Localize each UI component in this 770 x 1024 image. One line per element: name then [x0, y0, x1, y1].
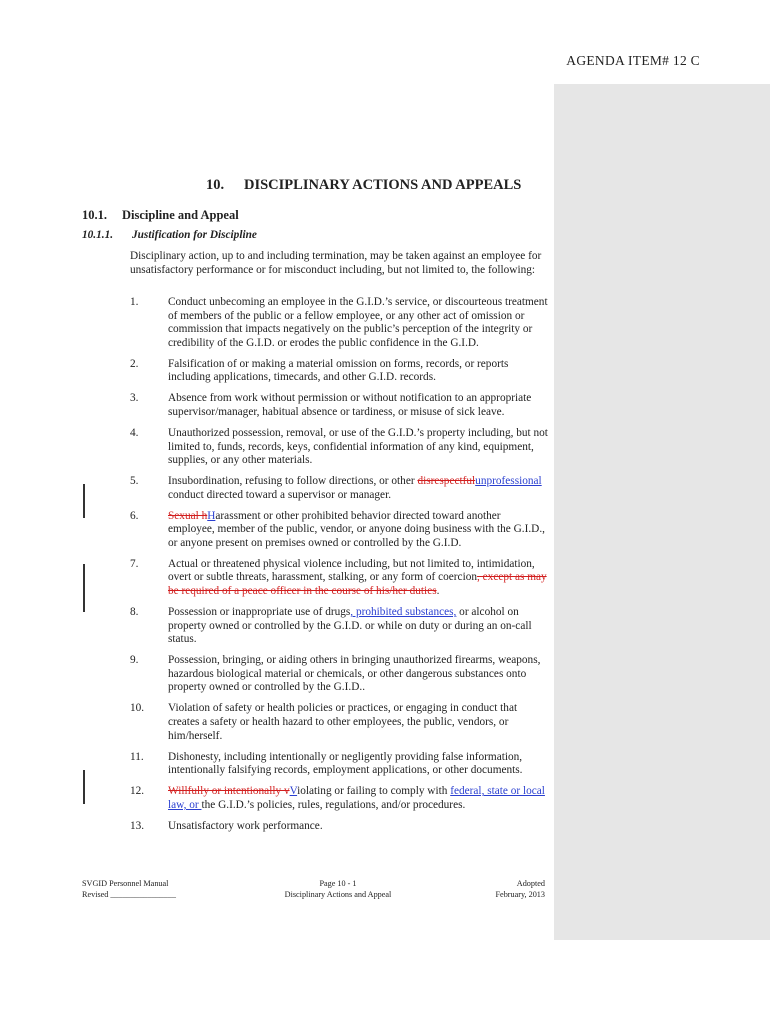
- section-number: 10.1.: [82, 208, 107, 222]
- agenda-item-label: AGENDA ITEM# 12 C: [566, 53, 700, 68]
- comment-pane: [554, 84, 770, 940]
- text-segment: Possession or inappropriate use of drugs: [168, 606, 351, 619]
- chapter-number: 10.: [206, 177, 225, 193]
- list-item-text: [168, 702, 550, 743]
- list-item: [130, 427, 550, 468]
- list-item-text: [168, 475, 550, 502]
- list-item: [130, 558, 550, 599]
- text-segment: Unauthorized possession, removal, or use of the G.I.D.’s property including, but not limited to, funds, records, keys, confidential information of any kind, equipment, supplies, or any other materials.: [168, 426, 548, 467]
- inserted-text: V: [289, 785, 298, 798]
- list-item-number: 9.: [130, 654, 139, 667]
- list-item-text: [168, 296, 550, 350]
- list-item: [130, 820, 550, 834]
- subsection-title: Justification for Discipline: [132, 229, 257, 241]
- deleted-text: , except as may be required of a peace officer in the course of his/her duties: [168, 571, 547, 598]
- list-item-text: [168, 606, 550, 647]
- footer-center: [238, 879, 438, 900]
- list-item-number: 8.: [130, 606, 139, 619]
- list-item-text: [168, 510, 550, 551]
- text-segment: Insubordination, refusing to follow directions, or other: [168, 475, 418, 488]
- chapter-heading: [206, 177, 521, 194]
- list-item: [130, 785, 550, 812]
- footer-left: [82, 879, 176, 900]
- list-item-number: 10.: [130, 702, 145, 715]
- inserted-text: federal, state or local law, or: [168, 785, 545, 811]
- list-item: [130, 392, 550, 419]
- list-item: [130, 358, 550, 385]
- list-item-text: [168, 358, 550, 385]
- misconduct-list: [130, 296, 550, 841]
- list-item-number: 4.: [130, 426, 139, 439]
- list-item-number: 11.: [130, 750, 144, 763]
- list-item: [130, 296, 550, 350]
- list-item: [130, 702, 550, 743]
- list-item-text: [168, 558, 550, 599]
- text-segment: Conduct unbecoming an employee in the G.I.D.’s service, or discourteous treatment of members of the public or a fellow employee, or any other act of omission or commission that impacts negatively on the public’s perception of the integrity or credibility of the G.I.D. or erodes the public confidence in the G.I.D.: [168, 296, 548, 349]
- list-item-number: 1.: [130, 296, 139, 308]
- list-item-text: [168, 820, 550, 834]
- footer-revised: Revised ________________: [82, 889, 176, 899]
- text-segment: the G.I.D.’s policies, rules, regulations, and/or procedures.: [201, 798, 466, 811]
- text-segment: Dishonesty, including intentionally or negligently providing false information, intentionally falsifying records, employment applications, or other documents.: [168, 750, 523, 777]
- list-item: [130, 654, 550, 695]
- footer-page-number: Page 10 - 1: [319, 879, 357, 888]
- subsection-number: 10.1.1.: [82, 229, 114, 241]
- text-segment: or alcohol on property owned or controlled by the G.I.D. or while on duty or during an on-call status.: [168, 606, 532, 646]
- change-bar: [83, 770, 85, 804]
- list-item-number: 13.: [130, 819, 145, 832]
- list-item: [130, 475, 550, 502]
- inserted-text: H: [207, 509, 216, 522]
- list-item-text: [168, 427, 550, 468]
- deleted-text: Sexual h: [168, 509, 208, 522]
- list-item-text: [168, 654, 550, 695]
- text-segment: arassment or other prohibited behavior directed toward another employee, member of the public, vendor, or anyone doing business with the G.I.D., or anyone present on premises owned or controlled by the G.I.D.: [168, 509, 545, 549]
- text-segment: Absence from work without permission or without notification to an appropriate supervisor/manager, habitual absence or tardiness, or misuse of sick leave.: [168, 392, 532, 418]
- change-bar: [83, 564, 85, 612]
- list-item-number: 3.: [130, 392, 139, 405]
- list-item-number: 2.: [130, 357, 139, 370]
- inserted-text: unprofessional: [475, 475, 542, 488]
- deleted-text: Willfully or intentionally v: [168, 785, 290, 798]
- text-segment: Actual or threatened physical violence including, but not limited to, intimidation, overt or subtle threats, harassment, stalking, or any form of coercion: [168, 557, 535, 584]
- list-item-number: 5.: [130, 475, 139, 488]
- change-bar: [83, 484, 85, 518]
- list-item-number: 7.: [130, 557, 139, 570]
- list-item-number: 12.: [130, 785, 145, 798]
- list-item-text: [168, 751, 550, 778]
- footer-adopted-date: February, 2013: [495, 889, 545, 899]
- list-item: [130, 606, 550, 647]
- inserted-text: , prohibited substances,: [350, 606, 457, 619]
- text-segment: Unsatisfactory work performance.: [168, 819, 323, 832]
- section-title: Discipline and Appeal: [122, 208, 239, 222]
- deleted-text: disrespectful: [417, 475, 476, 488]
- footer-right: [440, 879, 545, 900]
- text-segment: .: [436, 585, 440, 598]
- intro-paragraph: Disciplinary action, up to and including termination, may be taken against an employee for unsatisfactory performance or for misconduct including, but not limited to, the following:: [130, 250, 542, 276]
- chapter-title: DISCIPLINARY ACTIONS AND APPEALS: [244, 177, 522, 193]
- text-segment: iolating or failing to comply with: [297, 785, 451, 798]
- text-segment: Possession, bringing, or aiding others in bringing unauthorized firearms, weapons, hazardous biological material or chemicals, or other dangerous substances onto property owned or controlled by the G.I.D..: [168, 654, 541, 694]
- list-item-text: [168, 785, 550, 812]
- text-segment: Falsification of or making a material omission on forms, records, or reports including applications, timecards, and other G.I.D. records.: [168, 357, 509, 384]
- list-item: [130, 510, 550, 551]
- footer-manual-name: SVGID Personnel Manual: [82, 879, 169, 888]
- list-item: [130, 751, 550, 778]
- footer-adopted-label: Adopted: [516, 879, 545, 888]
- footer-chapter-name: Disciplinary Actions and Appeal: [284, 889, 392, 899]
- list-item-text: [168, 392, 550, 419]
- list-item-number: 6.: [130, 509, 139, 522]
- text-segment: Violation of safety or health policies or practices, or engaging in conduct that creates a safety or health hazard to other employees, the public, vendors, or him/herself.: [168, 702, 518, 742]
- section-heading: [82, 208, 239, 223]
- text-segment: conduct directed toward a supervisor or manager.: [168, 488, 392, 501]
- subsection-heading: [82, 229, 257, 241]
